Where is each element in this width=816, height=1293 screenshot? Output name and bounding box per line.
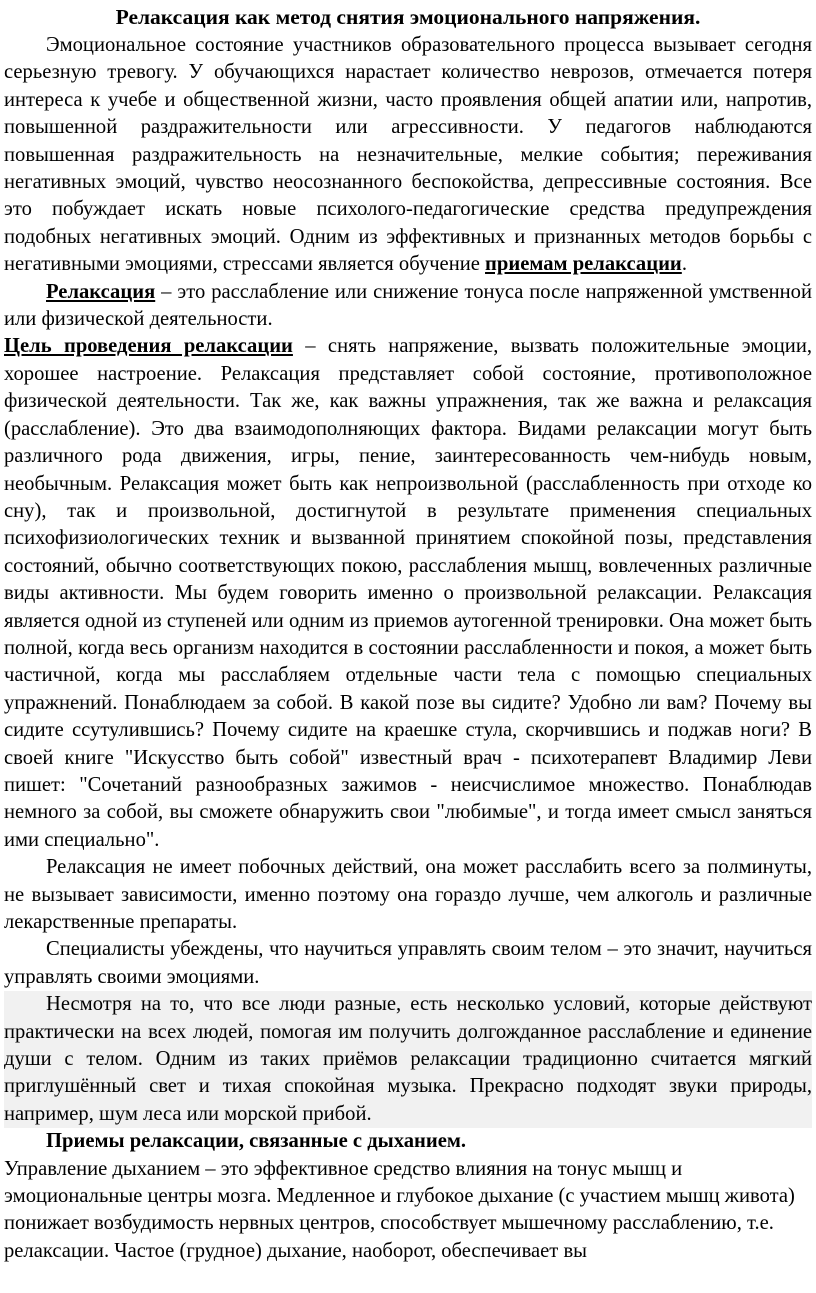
paragraph-specialists: Специалисты убеждены, что научиться управлять своим телом – это значит, научиться управлять своими эмоциями.: [4, 938, 812, 988]
paragraph-definition-text: – это расслабление или снижение тонуса после напряженной умственной или физической деятельности.: [4, 280, 812, 331]
paragraph-goal: [4, 333, 812, 854]
term-relaxation-techniques: приемам релаксации: [485, 253, 682, 276]
paragraph-goal-text: – снять напряжение, вызвать положительные эмоции, хорошее настроение. Релаксация представляет собой состояние, противоположное физической деятельности. Так же, как важны упражнения, так же важна и релаксация (расслабление). Это два взаимодополняющих фактора. Видами релаксации могут быть различного рода движения, игры, пение, заинтересованность чем-нибудь новым, необычным. Релаксация может быть как непроизвольной (расслабленность при отходе ко сну), так и произвольной, достигнутой в результате применения специальных психофизиологических техник и вызванной принятием спокойной позы, представления состояний, обычно соответствующих покою, расслабления мышц, вовлеченных различные виды активности. Мы будем говорить именно о произвольной релаксации. Релаксация является одной из ступеней или одним из приемов аутогенной тренировки. Она может быть полной, когда весь организм находится в состоянии расслабленности и покоя, а может быть частичной, когда мы расслабляем отдельные части тела с помощью специальных упражнений. Понаблюдаем за собой. В какой позе вы сидите? Удобно ли вам? Почему вы сидите ссутулившись? Почему сидите на краешке стула, скорчившись и поджав ноги? В своей книге "Искусство быть собой" известный врач - психотерапевт Владимир Леви пишет: "Сочетаний разнообразных зажимов - неисчислимое множество. Понаблюдав немного за собой, вы сможете обнаружить свои "любимые", и тогда имеет смысл заняться ими специально".: [4, 335, 812, 851]
document-title: Релаксация как метод снятия эмоционального напряжения.: [115, 5, 701, 29]
paragraph-intro-text: Эмоциональное состояние участников образовательного процесса вызывает сегодня серьезную тревогу. У обучающихся нарастает количество неврозов, отмечается потеря интереса к учебе и общественной жизни, часто проявления общей апатии или, напротив, повышенной раздражительности или агрессивности. У педагогов наблюдаются повышенная раздражительность на незначительные, мелкие события; переживания негативных эмоций, чувство неосознанного беспокойства, депрессивные состояния. Все это побуждает искать новые психолого-педагогические средства предупреждения подобных негативных эмоций. Одним из эффективных и признанных методов борьбы с негативными эмоциями, стрессами является обучение: [4, 34, 812, 276]
paragraph-intro-end: .: [681, 253, 687, 276]
term-relaxation: Релаксация: [46, 280, 156, 303]
term-goal: Цель проведения релаксации: [4, 335, 293, 358]
paragraph-intro: [4, 32, 812, 279]
paragraph-breathing: Управление дыханием – это эффективное средство влияния на тонус мышц и эмоциональные центры мозга. Медленное и глубокое дыхание (с участием мышц живота) понижает возбудимость нервных центров, способствует мышечному расслаблению, т.е. релаксации. Частое (грудное) дыхание, наоборот, обеспечивает вы: [4, 1157, 795, 1262]
paragraph-conditions: Несмотря на то, что все люди разные, есть несколько условий, которые действуют практически на всех людей, помогая им получить долгожданное расслабление и единение души с телом. Одним из таких приёмов релаксации традиционно считается мягкий приглушённый свет и тихая спокойная музыка. Прекрасно подходят звуки природы, например, шум леса или морской прибой.: [4, 991, 812, 1128]
paragraph-side-effects: Релаксация не имеет побочных действий, она может расслабить всего за полминуты, не вызывает зависимости, именно поэтому она гораздо лучше, чем алкоголь и различные лекарственные препараты.: [4, 856, 812, 933]
section-heading-breathing: Приемы релаксации, связанные с дыханием.: [46, 1130, 467, 1153]
paragraph-definition: [4, 279, 812, 334]
